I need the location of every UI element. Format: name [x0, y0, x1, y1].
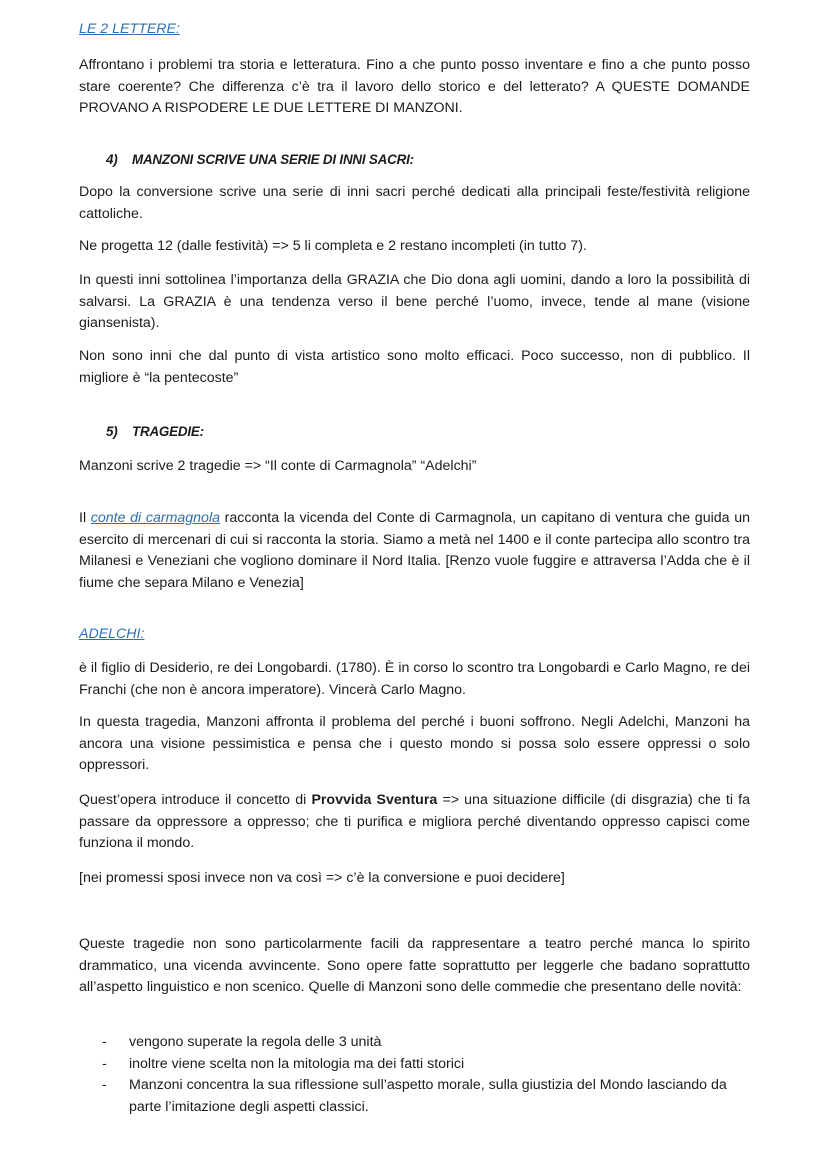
novita-list — [79, 1032, 750, 1118]
adelchi-p3-before: Quest’opera introduce il concetto di — [79, 792, 307, 808]
heading-tragedie-title: TRAGEDIE: — [132, 424, 204, 439]
section-title-adelchi[interactable] — [79, 624, 750, 646]
adelchi-p3-after: => una situazione difficile (di disgrazia) che ti fa passare da oppressore a oppresso; che ti purifica e migliora perché diventando oppresso capisci come funziona il mondo. — [79, 792, 751, 851]
list-item — [79, 1075, 750, 1118]
carmagnola-link[interactable]: conte di carmagnola — [90, 510, 220, 526]
dash-bullet: - — [102, 1055, 107, 1072]
inni-paragraph-2: Ne progetta 12 (dalle festività) => 5 li completa e 2 restano incompleti (in tutto 7). — [79, 238, 587, 254]
adelchi-paragraph-5: Queste tragedie non sono particolarmente facili da rappresentare a teatro perché manca lo spirito drammatico, una vicenda avvincente. Sono opere fatte soprattutto per leggerle che badano soprattutto all’aspetto linguistico e non scenico. Quelle di Manzoni sono delle commedie che presentano delle novità: — [79, 936, 750, 995]
heading-inni-number: 4) — [106, 152, 118, 167]
carmagnola-text: racconta la vicenda del Conte di Carmagnola, un capitano di ventura che guida un esercito di mercenari di cui si racconta la storia. Siamo a metà nel 1400 e il conte partecipa allo scontro tra Milanesi e Veneziani che vogliono dominare il Nord Italia. [Renzo vuole fuggire e attraversa l’Adda che è il fiume che separa Milano e Venezia] — [79, 510, 750, 591]
heading-tragedie-number: 5) — [106, 424, 118, 439]
dash-bullet: - — [102, 1077, 107, 1093]
section-title-lettere[interactable] — [79, 19, 750, 41]
list-item-text: vengono superate la regola delle 3 unità — [129, 1034, 382, 1050]
adelchi-paragraph-3 — [79, 790, 750, 855]
list-item-text: inoltre viene scelta non la mitologia ma dei fatti storici — [129, 1055, 465, 1072]
inni-paragraph-3: In questi inni sottolinea l’importanza della GRAZIA che Dio dona agli uomini, dando a loro la possibilità di salvarsi. La GRAZIA è una tendenza verso il bene perché l’uomo, invece, tende al mane (visione giansenista). — [79, 272, 750, 331]
list-item-text: Manzoni concentra la sua riflessione sull’aspetto morale, sulla giustizia del Mondo lasciando da parte l’imitazione degli aspetti classici. — [129, 1077, 727, 1115]
heading-tragedie — [106, 424, 204, 439]
adelchi-paragraph-1: è il figlio di Desiderio, re dei Longobardi. (1780). È in corso lo scontro tra Longobardi e Carlo Magno, re dei Franchi (che non è ancora imperatore). Vincerà Carlo Magno. — [79, 660, 750, 698]
lettere-paragraph: Affrontano i problemi tra storia e letteratura. Fino a che punto posso inventare e fino a che punto posso stare coerente? Che differenza c’è tra il lavoro dello storico e del letterato? A QUESTE DOMANDE PROVANO A RISPODERE LE DUE LETTERE DI MANZONI. — [79, 57, 750, 116]
list-item — [79, 1032, 750, 1054]
carmagnola-paragraph — [79, 508, 750, 594]
tragedie-paragraph-1: Manzoni scrive 2 tragedie => “Il conte di Carmagnola” “Adelchi” — [79, 458, 477, 474]
adelchi-link[interactable]: ADELCHI: — [79, 626, 145, 642]
dash-bullet: - — [102, 1034, 107, 1050]
inni-paragraph-1: Dopo la conversione scrive una serie di inni sacri perché dedicati alla principali feste/festività religione cattoliche. — [79, 184, 750, 222]
heading-inni — [106, 152, 414, 167]
list-item — [79, 1054, 750, 1076]
adelchi-paragraph-2: In questa tragedia, Manzoni affronta il problema del perché i buoni soffrono. Negli Adelchi, Manzoni ha ancora una visione pessimistica e pensa che i questo mondo si possa solo essere oppressi o solo oppressori. — [79, 714, 750, 773]
adelchi-paragraph-4: [nei promessi sposi invece non va così => c’è la conversione e puoi decidere] — [79, 870, 565, 886]
carmagnola-prefix: Il — [79, 510, 87, 526]
heading-inni-title: MANZONI SCRIVE UNA SERIE DI INNI SACRI: — [132, 152, 414, 167]
provvida-sventura-term: Provvida Sventura — [311, 792, 438, 808]
inni-paragraph-4: Non sono inni che dal punto di vista artistico sono molto efficaci. Poco successo, non di pubblico. Il migliore è “la pentecoste” — [79, 348, 750, 386]
lettere-link[interactable]: LE 2 LETTERE: — [79, 21, 180, 37]
